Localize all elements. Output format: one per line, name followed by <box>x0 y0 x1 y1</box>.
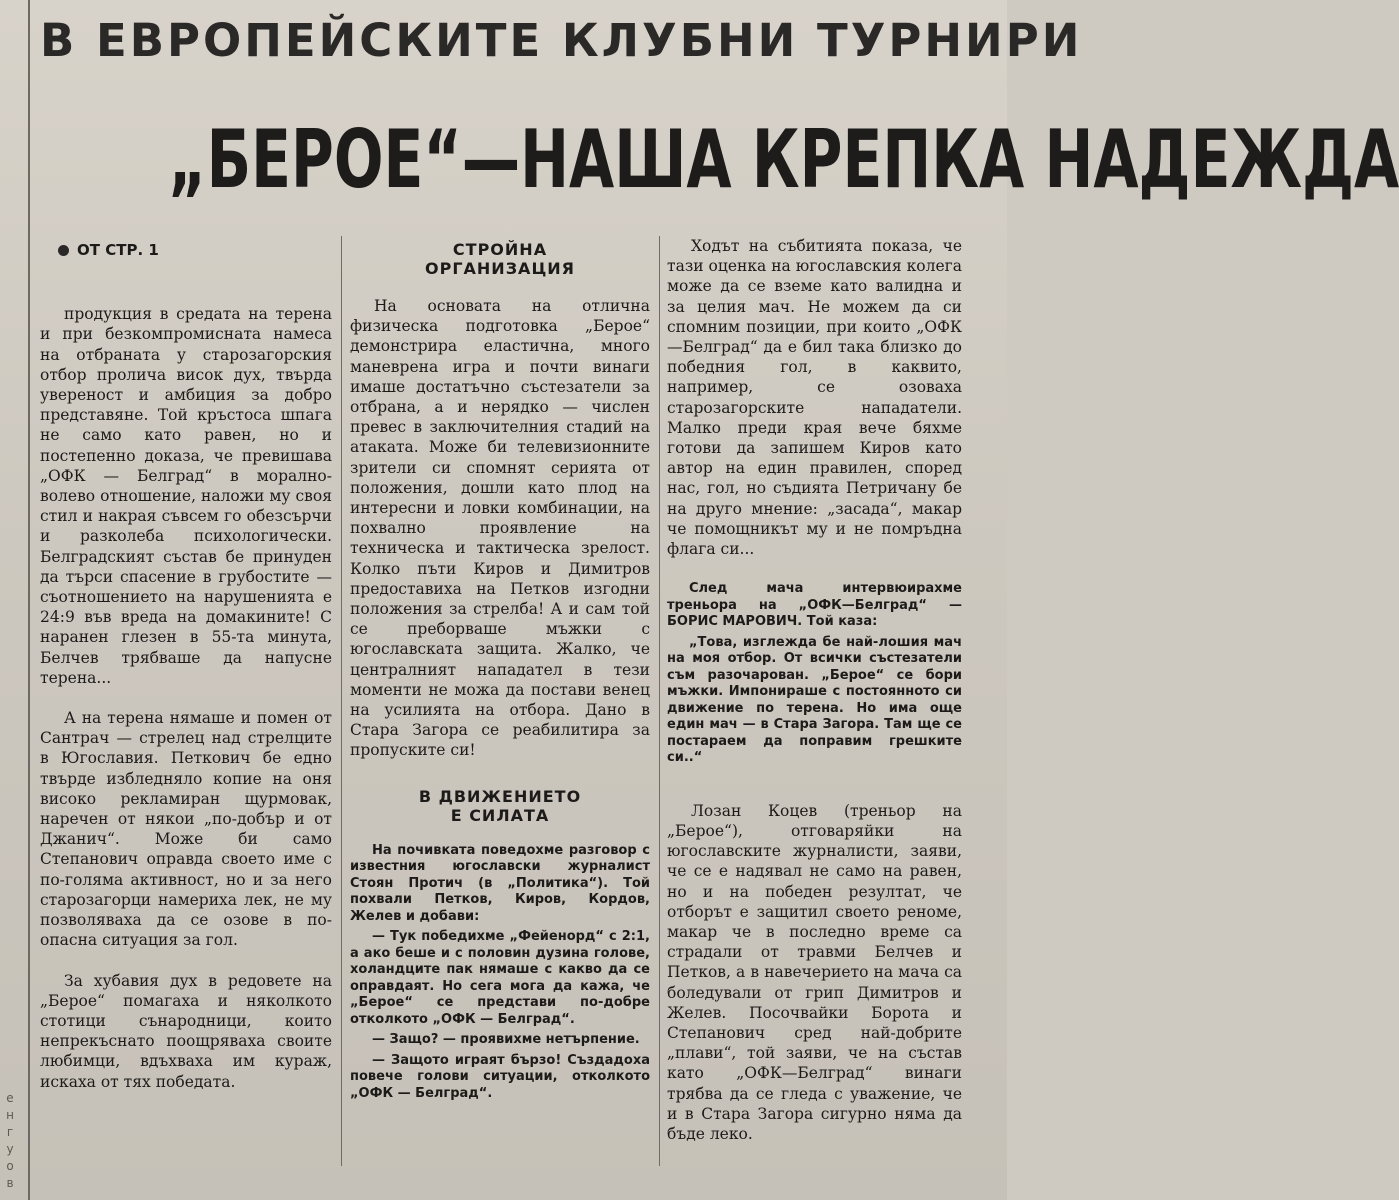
subheading-organization: СТРОЙНА ОРГАНИЗАЦИЯ <box>425 240 575 278</box>
column-3 <box>667 236 962 1144</box>
main-headline: „БЕРОЕ“—НАША КРЕПКА НАДЕЖДА <box>168 113 1399 206</box>
column-1 <box>40 236 332 1092</box>
left-margin-rule <box>28 0 30 1200</box>
article-paragraph: А на терена нямаше и помен от Сантрач — стрелец над стрелците в Югославия. Петкович бе едно твърде избледняло копие на оня високо рекламиран щурмовак, наречен от някои „по-добър и от Джанич“. Може би само Степанович оправда своето име с по-голяма активност, но и за него старозагорци намериха лек, не му позволяваха да се озове в по-опасна ситуация за гол. <box>40 709 332 950</box>
coach-quote-block: След мача интервюирахме треньора на „ОФК—Белград“ — БОРИС МАРОВИЧ. Той каза: „Това, изглежда бе най-лошия мач на моя отбор. От всички състезатели съм разочарован. „Берое“ се бори мъжки. Импонираше с постоянното си движение по терена. Но има още един мач — в Стара Загора. Там ще се постараем да поправим грешките си..“ <box>667 581 962 766</box>
subheading-movement: В ДВИЖЕНИЕТО Е СИЛАТА <box>418 786 582 825</box>
column-divider <box>341 236 342 1166</box>
article-paragraph: На основата на отлична физическа подготовка „Берое“ демонстрира еластична, много маневрена игра и почти винаги имаше достатъчно състезатели за отбрана, а и нерядко — числен превес в заключителния стадий на атаката. Може би телевизионните зрители си спомнят серията от положения, дошли като плод на интересни и ловки комбинации, на похвално проявление на техническа и тактическа зрелост. Колко пъти Киров и Димитров предоставиха на Петков изгодни положения за стрелба! А и сам той се преборваше мъжки с югославската защита. Жалко, че централният нападател в тези моменти не можа да постави венец на усилията на отбора. Дано в Стара Загора се реабилитира за пропуските си! <box>350 297 650 760</box>
article-paragraph: продукция в средата на терена и при безкомпромисната намеса на отбраната у старозагорския отбор пролича висок дух, твърда увереност и амбиция за добро представяне. Той кръстоса шпага не само като равен, но и постепенно доказа, че превишава „ОФК — Белград“ в морално-волево отношение, наложи му своя стил и накрая съвсем го обезсърчи и разколеба психологически. Белградският състав бе принуден да търси спасение в грубостите — съотношението на нарушенията е 24:9 във вреда на домакините! С наранен глезен в 55-та минута, Белчев трябваше да напусне терена... <box>40 305 332 687</box>
column-divider <box>659 236 660 1166</box>
article-paragraph: Ходът на събитията показа, че тази оценка на югославския колега може да се вземе като валидна и за целия мач. Не можем да си спомним позиции, при които „ОФК—Белград“ да е бил така близко до победния гол, в каквито, например, се озоваха старозагорските нападатели. Малко преди края вече бяхме готови да запишем Киров като автор на един правилен, според нас, гол, но съдията Петричану бе на друго мнение: „засада“, макар че помощникът му и не помръдна флага си... <box>667 237 962 559</box>
continued-label: ОТ СТР. 1 <box>77 241 159 259</box>
article-paragraph: За хубавия дух в редовете на „Берое“ помагаха и няколкото стотици сънародници, които непрекъснато поощряваха своите любимци, вдъхваха им кураж, искаха от тях победата. <box>40 971 332 1091</box>
adjacent-column-fragment: е н г у о в <box>6 1091 14 1190</box>
continued-from-page <box>58 240 332 260</box>
article-paragraph: Лозан Коцев (треньор на „Берое“), отговаряйки на югославските журналисти, заяви, че се е надявал не само на равен, но и на победен резултат, че отборът е защитил своето реноме, макар че в последно време са страдали от травми Белчев и Петков, а в навечерието на мача са боледували от грип Димитров и Желев. Посочвайки Борота и Степанович сред най-добрите „плави“, той заяви, че на състав като „ОФК—Белград“ винаги трябва да се гледа с уважение, че и в Стара Загора сигурно няма да бъде леко. <box>667 801 962 1143</box>
column-2 <box>350 236 650 1102</box>
section-kicker: В ЕВРОПЕЙСКИТЕ КЛУБНИ ТУРНИРИ <box>40 14 1083 67</box>
bullet-icon <box>58 245 69 256</box>
interview-block: На почивката поведохме разговор с известния югославски журналист Стоян Протич (в „Политика“). Той похвали Петков, Киров, Кордов, Желев и добави: — Тук победихме „Фейенорд“ с 2:1, а ако беше и с половин дузина голове, холандците пак нямаше с какво да се оправдаят. Но сега мога да кажа, че „Берое“ се представи по-добре отколкото „ОФК — Белград“. — Защо? — проявихме нетърпение. — Защото играят бързо! Създадоха повече голови ситуации, отколкото „ОФК — Белград“. <box>350 842 650 1101</box>
